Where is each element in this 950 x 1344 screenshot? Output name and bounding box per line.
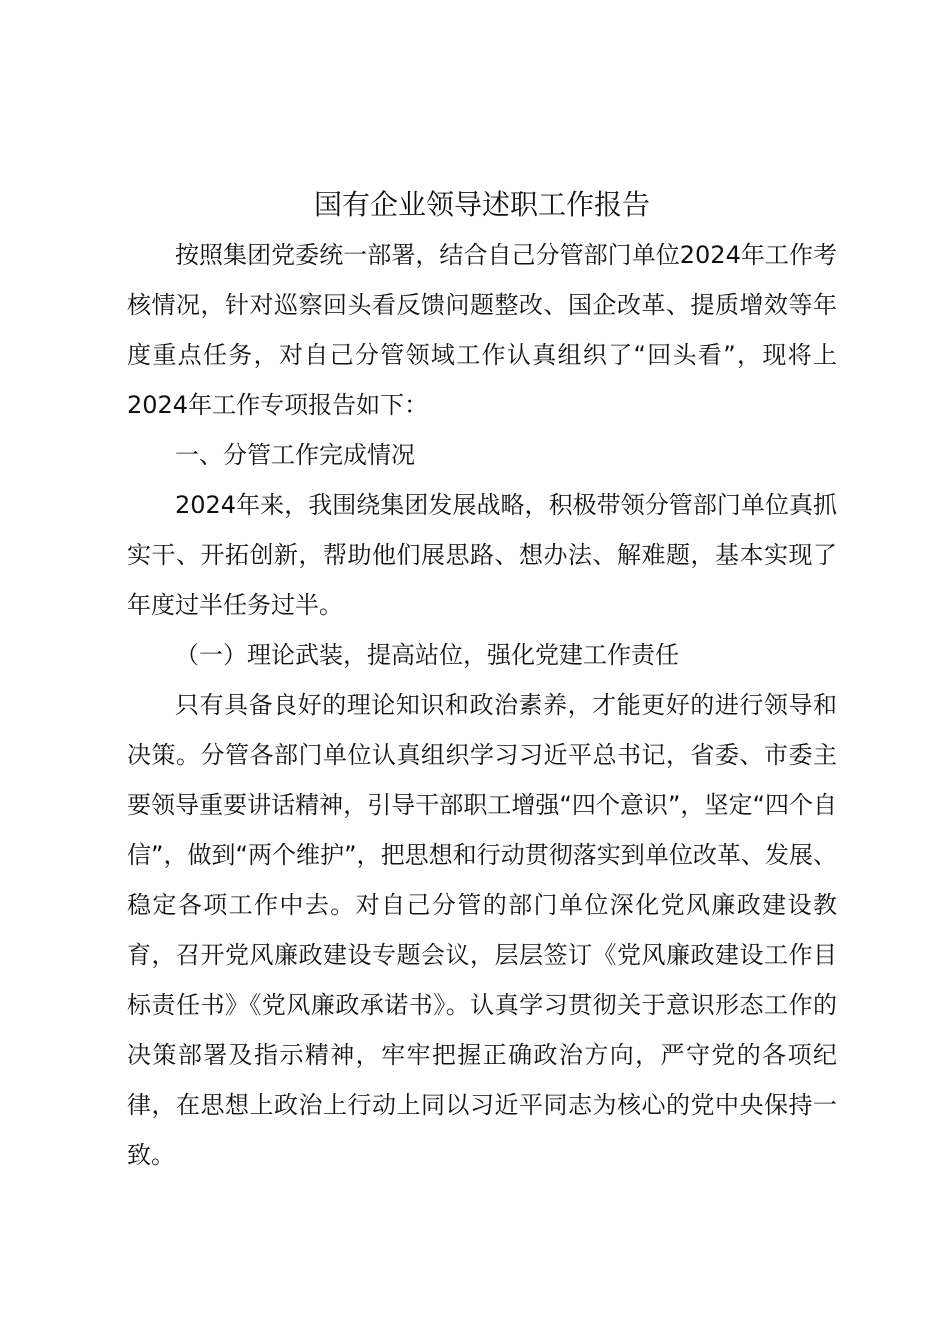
- document-page: [127, 180, 837, 1180]
- intro-paragraph: 按照集团党委统一部署，结合自己分管部门单位2024年工作考核情况，针对巡察回头看反馈问题整改、国企改革、提质增效等年度重点任务，对自己分管领域工作认真组织了“回头看”，现将上2024年工作专项报告如下：: [127, 241, 837, 419]
- section-heading: 一、分管工作完成情况: [175, 441, 415, 469]
- subsection-paragraph: 只有具备良好的理论知识和政治素养，才能更好的进行领导和决策。分管各部门单位认真组织学习习近平总书记，省委、市委主要领导重要讲话精神，引导干部职工增强“四个意识”，坚定“四个自信”，做到“两个维护”，把思想和行动贯彻落实到单位改革、发展、稳定各项工作中去。对自己分管的部门单位深化党风廉政建设教育，召开党风廉政建设专题会议，层层签订《党风廉政建设工作目标责任书》《党风廉政承诺书》。认真学习贯彻关于意识形态工作的决策部署及指示精神，牢牢把握正确政治方向，严守党的各项纪律，在思想上政治上行动上同以习近平同志为核心的党中央保持一致。: [127, 691, 837, 1169]
- subsection-heading: （一）理论武装，提高站位，强化党建工作责任: [175, 641, 679, 669]
- document-title: 国有企业领导述职工作报告: [313, 188, 650, 221]
- section-paragraph: 2024年来，我围绕集团发展战略，积极带领分管部门单位真抓实干、开拓创新，帮助他们展思路、想办法、解难题，基本实现了年度过半任务过半。: [127, 491, 837, 619]
